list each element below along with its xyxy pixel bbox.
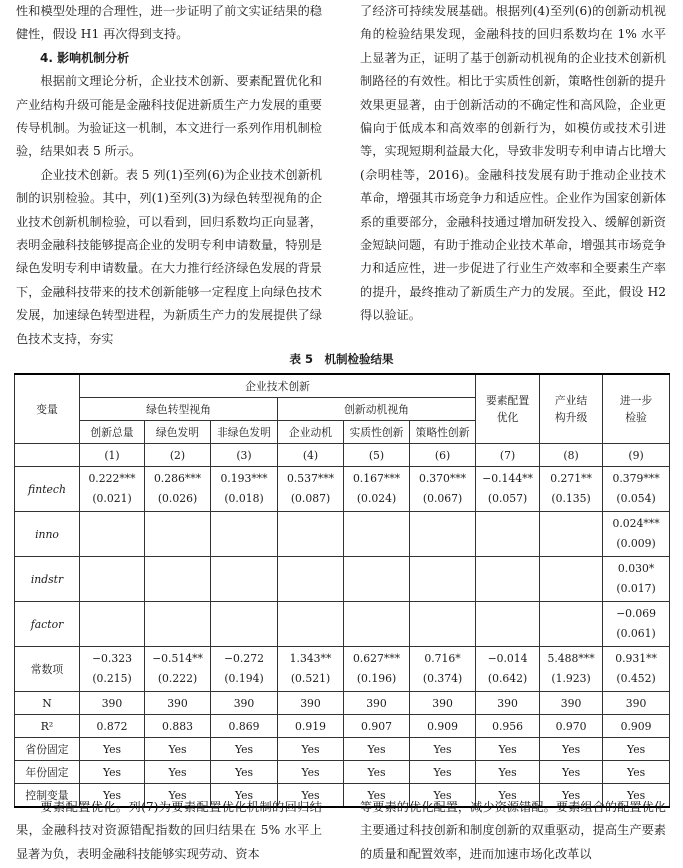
- right-paragraph-1: 了经济可持续发展基础。根据列(4)至列(6)的创新动机视角的检验结果发现，金融科技的回归系数均在 1% 水平上显著为正，证明了基于创新动机视角的企业技术创新机制路径的有效性。相比于实质性创新，策略性创新的提升效果更显著，由于创新活动的不确定性和高风险，企业更偏向于低成本和高效率的创新行为，如模仿或技术引进等，实现短期利益最大化，导致非发明专利申请占比增大(佘明桂等，2016)。金融科技发展有助于推动企业技术革命，增强其市场竞争力和适应性。企业作为国家创新体系的重要部分，金融科技通过增加研发投入、缓解创新资金短缺问题，有助于推动企业技术革命，增强其市场竞争力和适应性，进一步促进了行业生产效率和全要素生产率的提升，最终推动了新质生产力的发展。至此，假设 H2 得以验证。: [360, 4, 666, 323]
- right-column: [360, 0, 666, 328]
- standard-error: (1.923): [551, 672, 591, 685]
- coefficient: 0.222***: [88, 472, 136, 485]
- header-motive-view: 创新动机视角: [278, 398, 476, 421]
- table-cell: Yes: [80, 761, 145, 784]
- column-number-3: (3): [211, 444, 278, 467]
- coefficient: 0.370***: [418, 472, 467, 485]
- table-cell: [344, 512, 410, 557]
- column-number-2: (2): [145, 444, 211, 467]
- table-cell: [603, 467, 670, 512]
- header-sub-6: 策略性创新: [410, 421, 476, 444]
- table-cell: [410, 647, 476, 692]
- table-cell: [145, 602, 211, 647]
- coefficient: 0.627***: [352, 652, 401, 665]
- table-cell: [80, 602, 145, 647]
- table-cell: [145, 647, 211, 692]
- standard-error: (0.067): [422, 492, 463, 505]
- table-cell: Yes: [80, 738, 145, 761]
- table-cell: Yes: [476, 784, 540, 808]
- table-cell: 390: [540, 692, 603, 715]
- row-label: N: [15, 692, 80, 715]
- table-cell: Yes: [540, 738, 603, 761]
- coefficient: −0.272: [224, 652, 264, 665]
- bottom-left-paragraph: 要素配置优化。列(7)为要素配置优化机制的回归结果，金融科技对资源错配指数的回归结果在 5% 水平上显著为负，表明金融科技能够实现劳动、资本: [16, 800, 322, 861]
- table-cell: 0.970: [540, 715, 603, 738]
- table-cell: Yes: [410, 784, 476, 808]
- table-cell: [410, 467, 476, 512]
- header-sub-4: 企业动机: [278, 421, 344, 444]
- table-cell: Yes: [80, 784, 145, 808]
- header-innovation: 企业技术创新: [80, 374, 476, 398]
- standard-error: (0.057): [487, 492, 528, 505]
- standard-error: (0.521): [290, 672, 331, 685]
- standard-error: (0.009): [616, 537, 656, 550]
- table-cell: [211, 467, 278, 512]
- table-row: [15, 512, 670, 557]
- table-row: [15, 647, 670, 692]
- table-row: [15, 602, 670, 647]
- coefficient: 0.286***: [153, 472, 202, 485]
- table-cell: [145, 467, 211, 512]
- table-cell: 390: [603, 692, 670, 715]
- table-cell: Yes: [410, 761, 476, 784]
- left-column: [16, 0, 322, 351]
- table-cell: Yes: [211, 761, 278, 784]
- coefficient: −0.144**: [482, 472, 533, 485]
- standard-error: (0.222): [157, 672, 198, 685]
- coefficient: 0.716*: [424, 652, 461, 665]
- table-cell: Yes: [278, 784, 344, 808]
- table-cell: Yes: [211, 738, 278, 761]
- section-title: 4. 影响机制分析: [40, 50, 130, 65]
- table-cell: [476, 647, 540, 692]
- table-cell: 390: [211, 692, 278, 715]
- table-cell: Yes: [278, 761, 344, 784]
- header-sub-5: 实质性创新: [344, 421, 410, 444]
- table-cell: [211, 647, 278, 692]
- table-cell: 390: [476, 692, 540, 715]
- coefficient: 0.193***: [220, 472, 268, 485]
- table-cell: Yes: [211, 784, 278, 808]
- table-row: [15, 692, 670, 715]
- table-cell: Yes: [540, 761, 603, 784]
- header-green-view: 绿色转型视角: [80, 398, 278, 421]
- table-cell: [476, 467, 540, 512]
- table-cell: Yes: [603, 784, 670, 808]
- table-cell: [278, 647, 344, 692]
- row-label: 年份固定: [15, 761, 80, 784]
- table-row: [15, 738, 670, 761]
- header-sub-1: 创新总量: [80, 421, 145, 444]
- table-row: [15, 557, 670, 602]
- row-label: 常数项: [15, 647, 80, 692]
- table-cell: [80, 467, 145, 512]
- standard-error: (0.135): [551, 492, 591, 505]
- standard-error: (0.061): [616, 627, 656, 640]
- table-row: [15, 467, 670, 512]
- row-label: R²: [15, 715, 80, 738]
- standard-error: (0.054): [616, 492, 656, 505]
- table-cell: [540, 557, 603, 602]
- table-row: [15, 761, 670, 784]
- table-cell: Yes: [410, 738, 476, 761]
- table-cell: 0.872: [80, 715, 145, 738]
- table-cell: [211, 557, 278, 602]
- table-cell: Yes: [145, 738, 211, 761]
- header-variable: 变量: [15, 374, 80, 444]
- bottom-right-text: [360, 796, 666, 866]
- table-cell: [540, 512, 603, 557]
- table-cell: [603, 602, 670, 647]
- table-cell: 390: [278, 692, 344, 715]
- table-cell: Yes: [344, 761, 410, 784]
- table-cell: Yes: [476, 738, 540, 761]
- table-cell: [344, 557, 410, 602]
- table-cell: [476, 557, 540, 602]
- table-cell: [80, 512, 145, 557]
- table-cell: [211, 602, 278, 647]
- standard-error: (0.087): [290, 492, 331, 505]
- table-cell: [476, 602, 540, 647]
- bottom-left-text: [16, 796, 322, 866]
- table-cell: Yes: [145, 784, 211, 808]
- table-cell: [278, 512, 344, 557]
- table-cell: 0.919: [278, 715, 344, 738]
- mechanism-table: [14, 373, 670, 808]
- row-label: factor: [15, 602, 80, 647]
- table-cell: 0.909: [410, 715, 476, 738]
- table-cell: [145, 557, 211, 602]
- standard-error: (0.017): [616, 582, 656, 595]
- table-cell: Yes: [278, 738, 344, 761]
- table-cell: [344, 467, 410, 512]
- coefficient: −0.014: [487, 652, 528, 665]
- column-number-5: (5): [344, 444, 410, 467]
- header-sub-2: 绿色发明: [145, 421, 211, 444]
- bottom-right-paragraph: 等要素的优化配置，减少资源错配。要素组合的配置优化主要通过科技创新和制度创新的双重驱动，提高生产要素的质量和配置效率，进而加速市场化改革以: [360, 800, 666, 861]
- table-cell: Yes: [540, 784, 603, 808]
- table-cell: [476, 512, 540, 557]
- table-cell: 390: [80, 692, 145, 715]
- table-cell: Yes: [344, 784, 410, 808]
- table-cell: [603, 647, 670, 692]
- row-label: indstr: [15, 557, 80, 602]
- table-cell: 390: [410, 692, 476, 715]
- table-cell: [80, 557, 145, 602]
- left-paragraph-1: 性和模型处理的合理性，进一步证明了前文实证结果的稳健性，假设 H1 再次得到支持。: [16, 4, 322, 42]
- coefficient: 0.537***: [286, 472, 335, 485]
- table-cell: 390: [145, 692, 211, 715]
- table-cell: Yes: [145, 761, 211, 784]
- table-cell: Yes: [603, 738, 670, 761]
- table-cell: 0.869: [211, 715, 278, 738]
- standard-error: (0.026): [157, 492, 198, 505]
- table-cell: [344, 602, 410, 647]
- table-cell: 0.909: [603, 715, 670, 738]
- row-label: fintech: [15, 467, 80, 512]
- standard-error: (0.374): [422, 672, 463, 685]
- coefficient: −0.514**: [152, 652, 203, 665]
- column-number-9: (9): [603, 444, 670, 467]
- table-cell: [603, 557, 670, 602]
- table-caption: 表 5 机制检验结果: [289, 352, 394, 366]
- table-cell: [211, 512, 278, 557]
- standard-error: (0.024): [356, 492, 397, 505]
- coefficient: 0.167***: [352, 472, 401, 485]
- column-number-1: (1): [80, 444, 145, 467]
- table-cell: [410, 512, 476, 557]
- table-cell: [603, 512, 670, 557]
- table-cell: [540, 467, 603, 512]
- standard-error: (0.642): [487, 672, 528, 685]
- table-cell: 0.907: [344, 715, 410, 738]
- table-row: [15, 715, 670, 738]
- table-cell: [540, 602, 603, 647]
- header-further-test: 进一步检验: [603, 374, 670, 444]
- row-label: inno: [15, 512, 80, 557]
- table-cell: Yes: [344, 738, 410, 761]
- header-industry-upgrade: 产业结构升级: [540, 374, 603, 444]
- coefficient: 0.030*: [617, 562, 655, 575]
- left-paragraph-2: 根据前文理论分析，企业技术创新、要素配置优化和产业结构升级可能是金融科技促进新质生产力发展的重要传导机制。为验证这一机制，本文进行一系列作用机制检验，结果如表 5 所示。: [16, 74, 322, 159]
- table-cell: 0.883: [145, 715, 211, 738]
- coefficient: −0.069: [616, 607, 657, 620]
- coefficient: 0.379***: [612, 472, 660, 485]
- coefficient: 0.271**: [550, 472, 592, 485]
- coefficient: 0.931**: [615, 652, 657, 665]
- row-label: 控制变量: [15, 784, 80, 808]
- header-factor-allocation: 要素配置优化: [476, 374, 540, 444]
- header-sub-3: 非绿色发明: [211, 421, 278, 444]
- standard-error: (0.196): [356, 672, 397, 685]
- coefficient: 5.488***: [547, 652, 595, 665]
- coefficient: 1.343**: [289, 652, 332, 665]
- standard-error: (0.215): [92, 672, 132, 685]
- table-cell: 0.956: [476, 715, 540, 738]
- column-number-8: (8): [540, 444, 603, 467]
- table-cell: Yes: [476, 761, 540, 784]
- standard-error: (0.194): [224, 672, 264, 685]
- column-number-4: (4): [278, 444, 344, 467]
- table-cell: [344, 647, 410, 692]
- table-cell: [540, 647, 603, 692]
- coefficient: −0.323: [92, 652, 132, 665]
- standard-error: (0.452): [616, 672, 656, 685]
- standard-error: (0.018): [224, 492, 264, 505]
- table-cell: [410, 602, 476, 647]
- table-cell: 390: [344, 692, 410, 715]
- left-paragraph-3: 企业技术创新。表 5 列(1)至列(6)为企业技术创新机制的识别检验。其中，列(1)至列(3)为绿色转型视角的企业技术创新机制检验，可以看到，回归系数均正向显著，表明金融科技能够提高企业的发明专利申请数量，特别是绿色发明专利申请数量。在大力推行经济绿色发展的背景下，金融科技带来的技术创新能够一定程度上向绿色技术发展，加速绿色转型进程，为新质生产力的发展提供了绿色技术支持，夯实: [16, 167, 322, 346]
- column-number-7: (7): [476, 444, 540, 467]
- row-label: 省份固定: [15, 738, 80, 761]
- table-cell: [278, 557, 344, 602]
- column-number-6: (6): [410, 444, 476, 467]
- standard-error: (0.021): [92, 492, 132, 505]
- table-cell: Yes: [603, 761, 670, 784]
- table-cell: [278, 602, 344, 647]
- table-cell: [80, 647, 145, 692]
- table-cell: [410, 557, 476, 602]
- table-cell: [145, 512, 211, 557]
- empty-cell: [15, 444, 80, 467]
- table-cell: [278, 467, 344, 512]
- coefficient: 0.024***: [612, 517, 660, 530]
